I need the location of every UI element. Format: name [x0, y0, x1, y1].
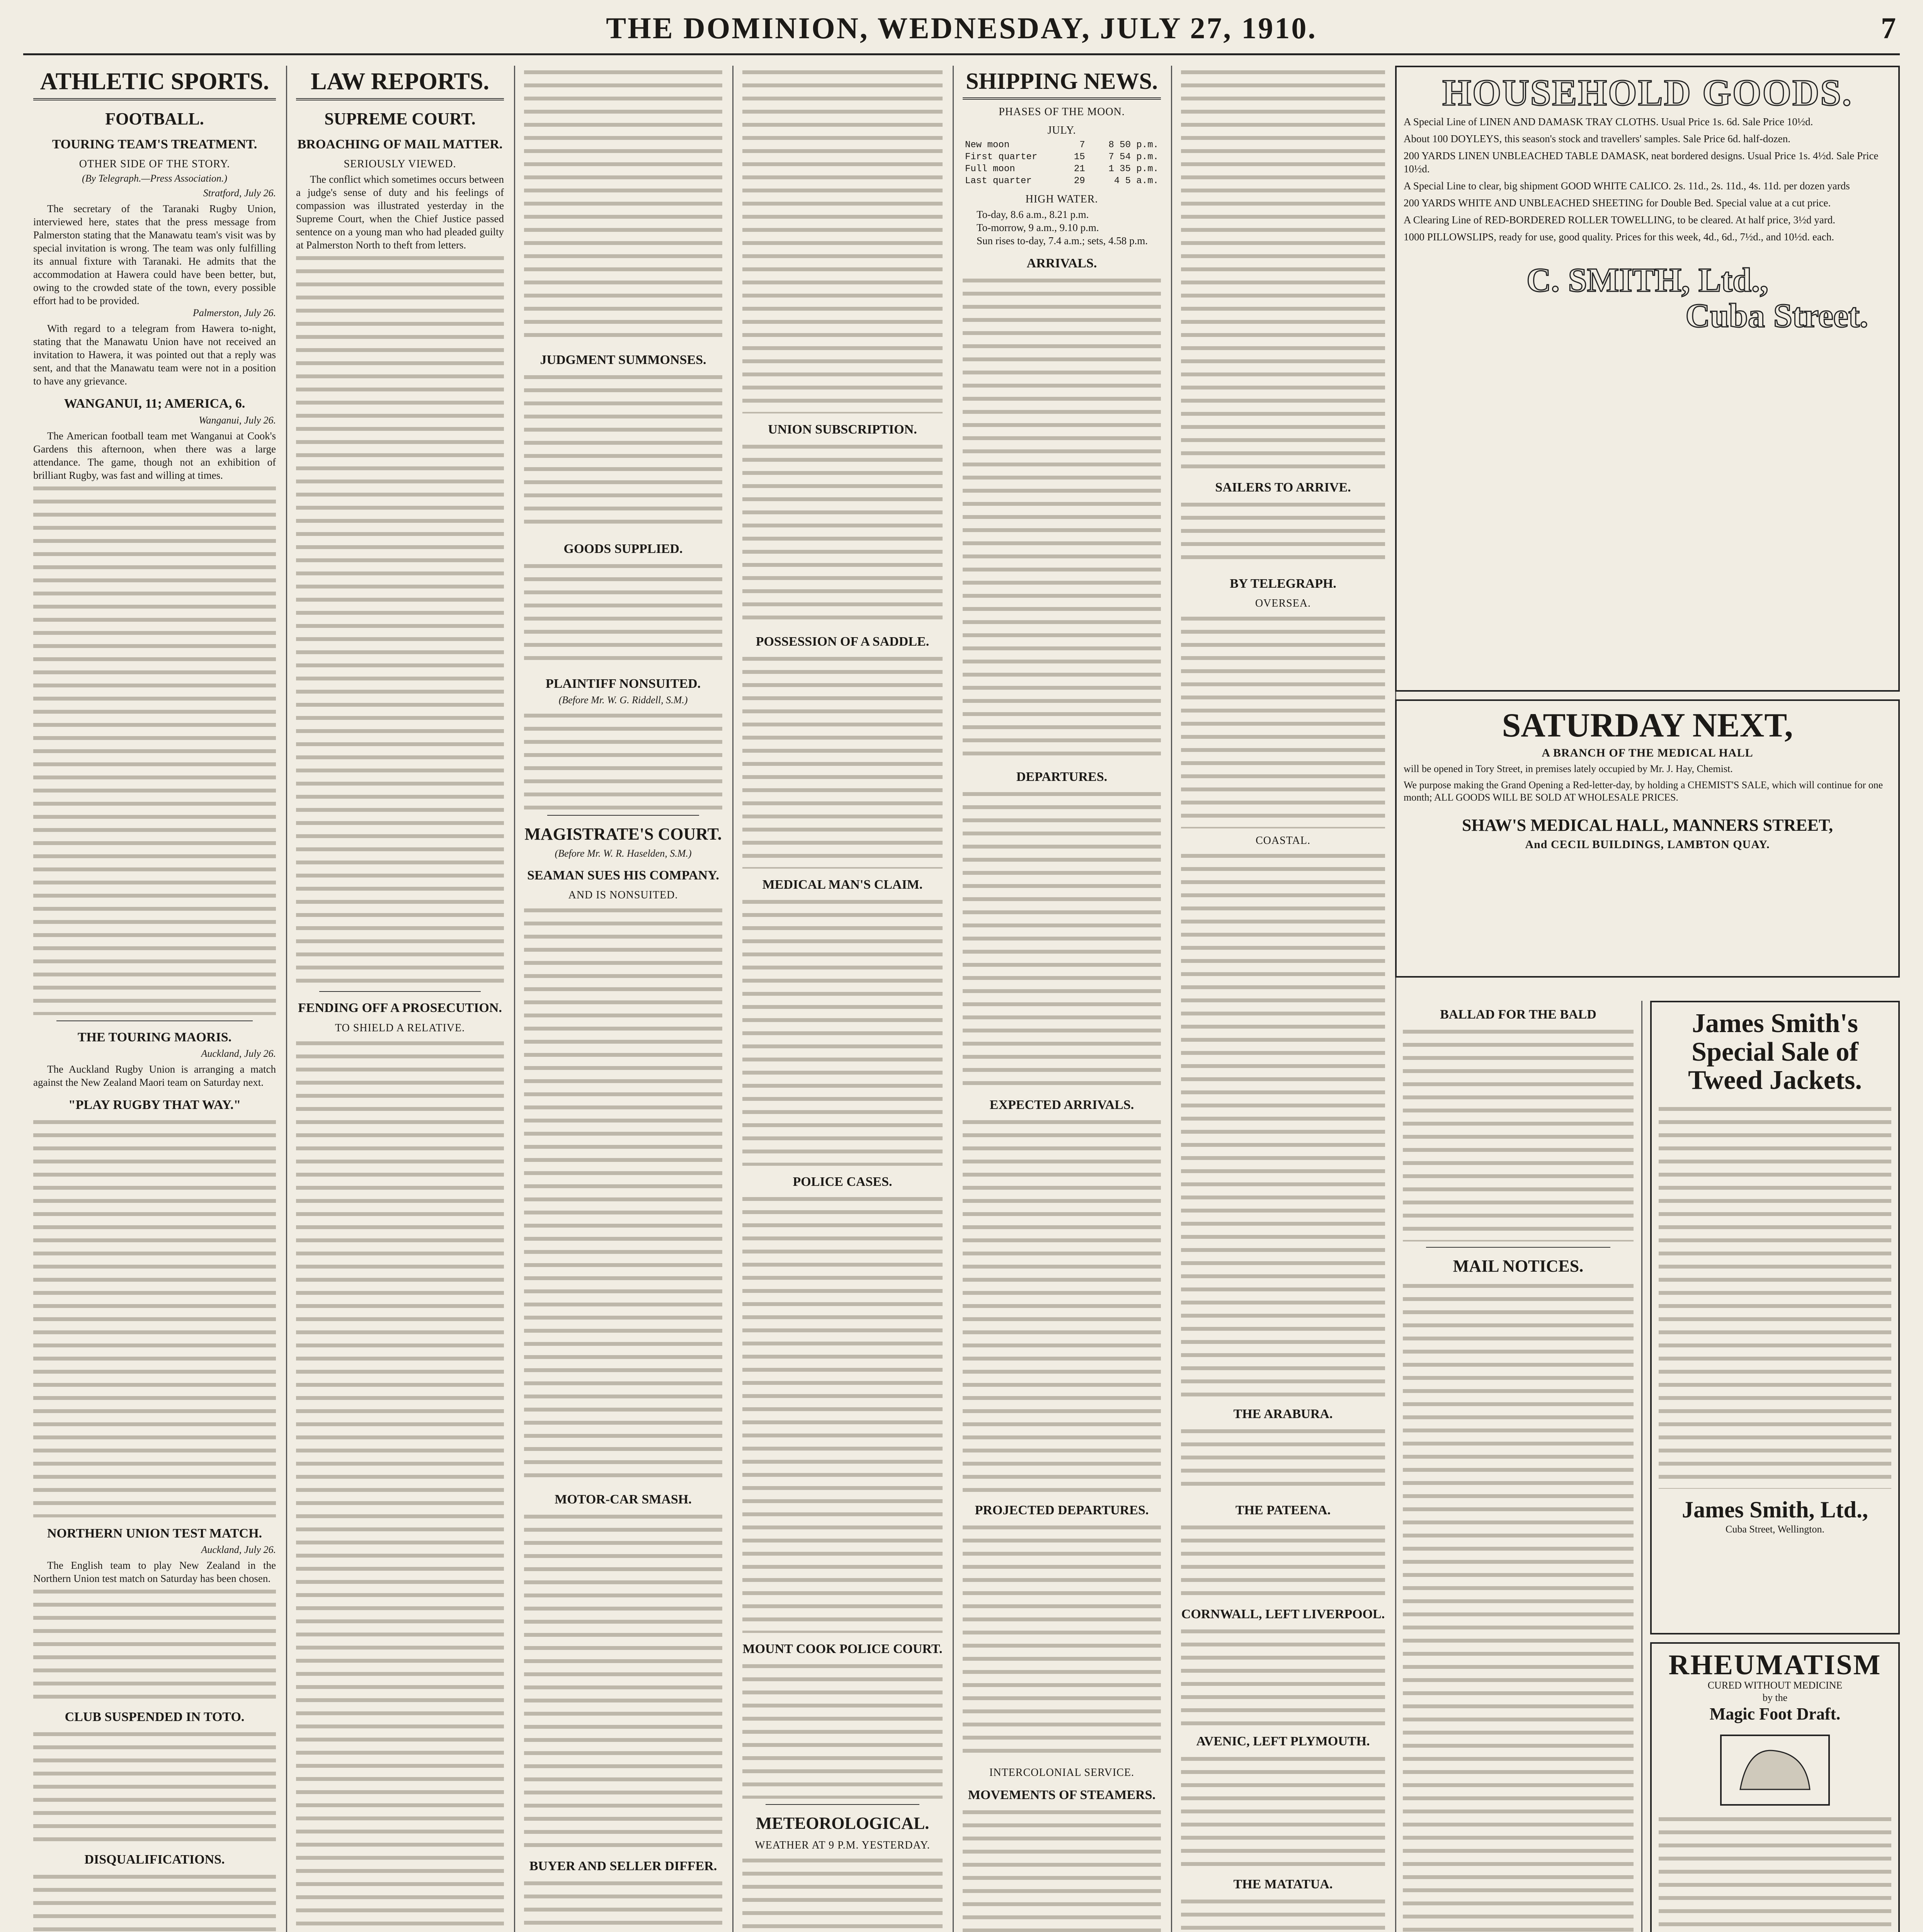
article-body: [524, 709, 722, 810]
subheading: UNION SUBSCRIPTION.: [768, 422, 917, 437]
ad-medical-hall: [1395, 699, 1900, 978]
ad-product: Magic Foot Draft.: [1709, 1704, 1841, 1723]
article-body: [1181, 1425, 1385, 1494]
subheading: BALLAD FOR THE BALD: [1440, 1007, 1596, 1022]
subheading: SAILERS TO ARRIVE.: [1215, 480, 1351, 495]
article-paragraph: To-day, 8.6 a.m., 8.21 p.m.: [977, 209, 1089, 220]
subheading: MOTOR-CAR SMASH.: [555, 1492, 692, 1507]
article-body: [742, 66, 943, 413]
article-body: [33, 482, 276, 1015]
ad-title: HOUSEHOLD GOODS.: [1442, 72, 1853, 113]
ad-body: [1659, 1102, 1891, 1489]
article-paragraph: With regard to a telegram from Hawera to-night, stating that the Manawatu Union have not received an invitation to Hawera, it was pointed out that a reply was sent, and that the Manawatu team were not in a position to have any grievance.: [33, 323, 276, 387]
subheading: EXPECTED ARRIVALS.: [989, 1098, 1134, 1112]
article-paragraph: Sun rises to-day, 7.4 a.m.; sets, 4.58 p.m.: [977, 235, 1148, 247]
ad-line: About 100 DOYLEYS, this season's stock and travellers' samples. Sale Price 6d. half-dozen.: [1404, 133, 1791, 145]
table-row: Full moon 21 1 35 p.m.: [965, 164, 1159, 174]
ad-subtitle: CURED WITHOUT MEDICINE: [1707, 1680, 1843, 1691]
dateline: Wanganui, July 26.: [199, 414, 276, 426]
ad-line: A Special Line to clear, big shipment GOOD WHITE CALICO. 2s. 11d., 2s. 11d., 4s. 11d. per dozen yards: [1404, 180, 1850, 192]
masthead-title: THE DOMINION, WEDNESDAY, JULY 27, 1910.: [606, 11, 1317, 45]
article-body: [524, 371, 722, 533]
subheading: FOOTBALL.: [105, 109, 204, 128]
subheading: MAIL NOTICES.: [1453, 1257, 1584, 1276]
article-paragraph: The conflict which sometimes occurs between a judge's sense of duty and his feelings of compassion was illustrated yesterday in the Supreme Court, when the Chief Justice passed sentence on a young man who had pleaded guilty at Palmerston North to theft from letters.: [296, 173, 504, 251]
lower-ad-area: [1395, 1001, 1900, 1932]
ad-address: Cuba Street, Wellington.: [1726, 1523, 1824, 1535]
subheading: MOVEMENTS OF STEAMERS.: [968, 1788, 1156, 1803]
column-shipping-continued: [1171, 66, 1396, 1932]
article-body: [963, 1806, 1161, 1932]
subheading: GOODS SUPPLIED.: [563, 542, 683, 556]
article-body: [742, 652, 943, 869]
article-body: [33, 1116, 276, 1517]
article-body: [963, 787, 1161, 1089]
ad-tweed-jackets: [1650, 1001, 1900, 1634]
subheading: MOUNT COOK POLICE COURT.: [742, 1642, 943, 1656]
article-body: [296, 252, 504, 986]
article-body: [524, 1877, 722, 1932]
subheading: SEAMAN SUES HIS COMPANY.: [527, 868, 719, 883]
ad-title: James Smith's: [1692, 1009, 1858, 1038]
ads-column: [1650, 1001, 1900, 1932]
subheading: METEOROLOGICAL.: [756, 1814, 929, 1833]
subheading: WANGANUI, 11; AMERICA, 6.: [64, 396, 245, 411]
article-body: [1181, 66, 1385, 471]
subheading: HIGH WATER.: [1025, 193, 1098, 205]
ad-line: A Special Line of LINEN AND DAMASK TRAY CLOTHS. Usual Price 1s. 6d. Sale Price 10½d.: [1404, 116, 1813, 128]
ad-subtitle: Tweed Jackets.: [1688, 1065, 1862, 1095]
divider: [296, 98, 504, 100]
subheading: PROJECTED DEPARTURES.: [975, 1503, 1149, 1518]
ad-line: will be opened in Tory Street, in premises lately occupied by Mr. J. Hay, Chemist.: [1404, 763, 1733, 775]
article-paragraph: The English team to play New Zealand in the Northern Union test match on Saturday has been chosen.: [33, 1559, 276, 1584]
article-body: [1181, 1625, 1385, 1725]
subheading: BUYER AND SELLER DIFFER.: [529, 1859, 717, 1873]
ad-address: Cuba Street.: [1685, 297, 1868, 335]
ad-line: 200 YARDS LINEN UNBLEACHED TABLE DAMASK, neat bordered designs. Usual Price 1s. 4½d. Sale Price 10½d.: [1404, 150, 1879, 175]
ad-rheumatism: [1650, 1642, 1900, 1932]
dateline: Auckland, July 26.: [201, 1544, 276, 1555]
subheading: NORTHERN UNION TEST MATCH.: [47, 1526, 262, 1541]
table-row: Last quarter 29 4 5 a.m.: [965, 176, 1159, 186]
subheading: "PLAY RUGBY THAT WAY.": [68, 1097, 241, 1112]
ad-line: We purpose making the Grand Opening a Red-letter-day, by holding a CHEMIST'S SALE, which will continue for one month; ALL GOODS WILL BE SOLD AT WHOLESALE PRICES.: [1404, 779, 1883, 803]
divider: [319, 991, 481, 992]
ad-title: RHEUMATISM: [1668, 1649, 1882, 1681]
ad-title: SATURDAY NEXT,: [1502, 707, 1793, 744]
ad-subtitle: Special Sale of: [1692, 1037, 1858, 1067]
article-body: [963, 274, 1161, 761]
article-body: [1181, 849, 1385, 1398]
subheading: POSSESSION OF A SADDLE.: [756, 634, 929, 649]
ad-subtitle: by the: [1762, 1692, 1788, 1703]
article-body: [1181, 1895, 1385, 1932]
subheading: DEPARTURES.: [1016, 770, 1108, 784]
article-paragraph: The secretary of the Taranaki Rugby Union, interviewed here, states that the press message from Palmerston stating that the Manawatu team's visit was by special invitation is wrong. The team was only fulfilling its annual fixture with Taranaki. He admits that the accommodation at Hawera could have been better, but, owing to the crowded state of the town, every possible effort had to be provided.: [33, 203, 276, 307]
article-body: [296, 1037, 504, 1932]
subheading: FENDING OFF A PROSECUTION.: [298, 1001, 502, 1015]
article-body: [1181, 498, 1385, 568]
column-court-and-weather: [732, 66, 954, 1932]
subheading: JULY.: [1047, 124, 1076, 136]
article-body: [1181, 1752, 1385, 1868]
column-athletic-sports: [23, 66, 287, 1932]
column-shipping-news: [953, 66, 1172, 1932]
article-body: [742, 1660, 943, 1799]
column-court-reports: [514, 66, 733, 1932]
foot-draft-illustration: [1717, 1731, 1833, 1809]
divider: [33, 98, 276, 100]
subheading: THE TOURING MAORIS.: [77, 1030, 232, 1044]
poem-body: [1403, 1025, 1634, 1242]
notices-body: [1403, 1279, 1634, 1932]
divider: [1426, 1247, 1610, 1248]
subheading: TOURING TEAM'S TREATMENT.: [52, 137, 257, 152]
subheading: MAGISTRATE'S COURT.: [524, 825, 722, 844]
subheading: PLAINTIFF NONSUITED.: [545, 677, 701, 691]
article-paragraph: The American football team met Wanganui at Cook's Gardens this afternoon, when there was a large attendance. The game, though not an exhibition of brilliant Rugby, was fast and willing at times.: [33, 430, 276, 481]
section-heading: LAW REPORTS.: [311, 68, 489, 95]
notices-column: [1395, 1001, 1642, 1932]
dateline: Stratford, July 26.: [203, 187, 276, 199]
subheading: BROACHING OF MAIL MATTER.: [297, 137, 503, 152]
subheading: OVERSEA.: [1255, 597, 1311, 610]
subheading: TO SHIELD A RELATIVE.: [335, 1022, 465, 1034]
article-body: [742, 1854, 943, 1932]
article-paragraph: To-morrow, 9 a.m., 9.10 p.m.: [977, 222, 1099, 233]
ad-brand: James Smith, Ltd.,: [1682, 1497, 1868, 1522]
moon-phases-table: [963, 139, 1161, 187]
subheading: THE PATEENA.: [1235, 1503, 1331, 1518]
dateline: Palmerston, July 26.: [192, 307, 276, 319]
page-number: 7: [1881, 11, 1896, 45]
article-body: [33, 1870, 276, 1932]
table-row: New moon 7 8 50 p.m.: [965, 140, 1159, 150]
subheading: INTERCOLONIAL SERVICE.: [989, 1767, 1134, 1779]
advertisements-area: [1395, 66, 1900, 1932]
subheading: WEATHER AT 9 P.M. YESTERDAY.: [755, 1839, 930, 1851]
divider: [547, 815, 699, 816]
dateline: Auckland, July 26.: [201, 1048, 276, 1059]
ad-brand: C. SMITH, Ltd.,: [1526, 262, 1768, 299]
subheading: JUDGMENT SUMMONSES.: [540, 353, 706, 367]
article-body: [742, 1192, 943, 1633]
article-body: [33, 1728, 276, 1844]
ad-address: And CECIL BUILDINGS, LAMBTON QUAY.: [1525, 838, 1770, 851]
ad-line: A Clearing Line of RED-BORDERED ROLLER TOWELLING, to be cleared. At half price, 3½d yard.: [1404, 214, 1835, 226]
subheading: THE MATATUA.: [1233, 1877, 1333, 1891]
subheading: SUPREME COURT.: [324, 109, 476, 128]
article-body: [1181, 612, 1385, 828]
byline: (Before Mr. W. G. Riddell, S.M.): [558, 694, 688, 706]
masthead: [23, 7, 1900, 55]
ad-line: 200 YARDS WHITE AND UNBLEACHED SHEETING for Double Bed. Special value at a cut price.: [1404, 197, 1831, 209]
divider: [963, 97, 1161, 100]
article-body: [742, 895, 943, 1166]
ad-household-goods: [1395, 66, 1900, 692]
table-row: First quarter 15 7 54 p.m.: [965, 152, 1159, 162]
ad-body: [1659, 1813, 1891, 1932]
subheading: CORNWALL, LEFT LIVERPOOL.: [1181, 1607, 1385, 1622]
ad-line: 1000 PILLOWSLIPS, ready for use, good quality. Prices for this week, 4d., 6d., 7½d., and 10½d. each.: [1404, 231, 1835, 243]
article-body: [963, 1521, 1161, 1760]
subheading: BY TELEGRAPH.: [1230, 577, 1336, 591]
article-body: [742, 440, 943, 626]
subheading: COASTAL.: [1256, 835, 1310, 847]
divider: [766, 1804, 919, 1805]
article-paragraph: The Auckland Rugby Union is arranging a match against the New Zealand Maori team on Saturday next.: [33, 1063, 276, 1088]
subheading: THE ARABURA.: [1233, 1407, 1333, 1422]
subheading: ARRIVALS.: [1026, 256, 1097, 270]
subheading: OTHER SIDE OF THE STORY.: [79, 158, 230, 170]
subheading: POLICE CASES.: [793, 1175, 892, 1189]
ad-line: A BRANCH OF THE MEDICAL HALL: [1542, 747, 1753, 760]
subheading: CLUB SUSPENDED IN TOTO.: [65, 1709, 245, 1724]
subheading: DISQUALIFICATIONS.: [84, 1852, 225, 1867]
byline: (Before Mr. W. R. Haselden, S.M.): [555, 847, 692, 859]
article-body: [1181, 1521, 1385, 1598]
article-body: [524, 1510, 722, 1850]
section-heading: SHIPPING NEWS.: [966, 68, 1158, 94]
byline: (By Telegraph.—Press Association.): [82, 173, 228, 184]
subheading: AND IS NONSUITED.: [568, 889, 678, 901]
article-body: [33, 1585, 276, 1701]
divider: [56, 1020, 253, 1021]
subheading: SERIOUSLY VIEWED.: [344, 158, 456, 170]
column-law-reports: [286, 66, 515, 1932]
subheading: PHASES OF THE MOON.: [999, 106, 1125, 118]
ad-brand: SHAW'S MEDICAL HALL, MANNERS STREET,: [1462, 816, 1833, 835]
subheading: AVENIC, LEFT PLYMOUTH.: [1196, 1734, 1370, 1749]
article-body: [963, 1116, 1161, 1494]
article-body: [524, 560, 722, 668]
article-body: [524, 66, 722, 344]
article-body: [524, 904, 722, 1483]
section-heading: ATHLETIC SPORTS.: [40, 68, 269, 95]
subheading: MEDICAL MAN'S CLAIM.: [762, 878, 923, 892]
